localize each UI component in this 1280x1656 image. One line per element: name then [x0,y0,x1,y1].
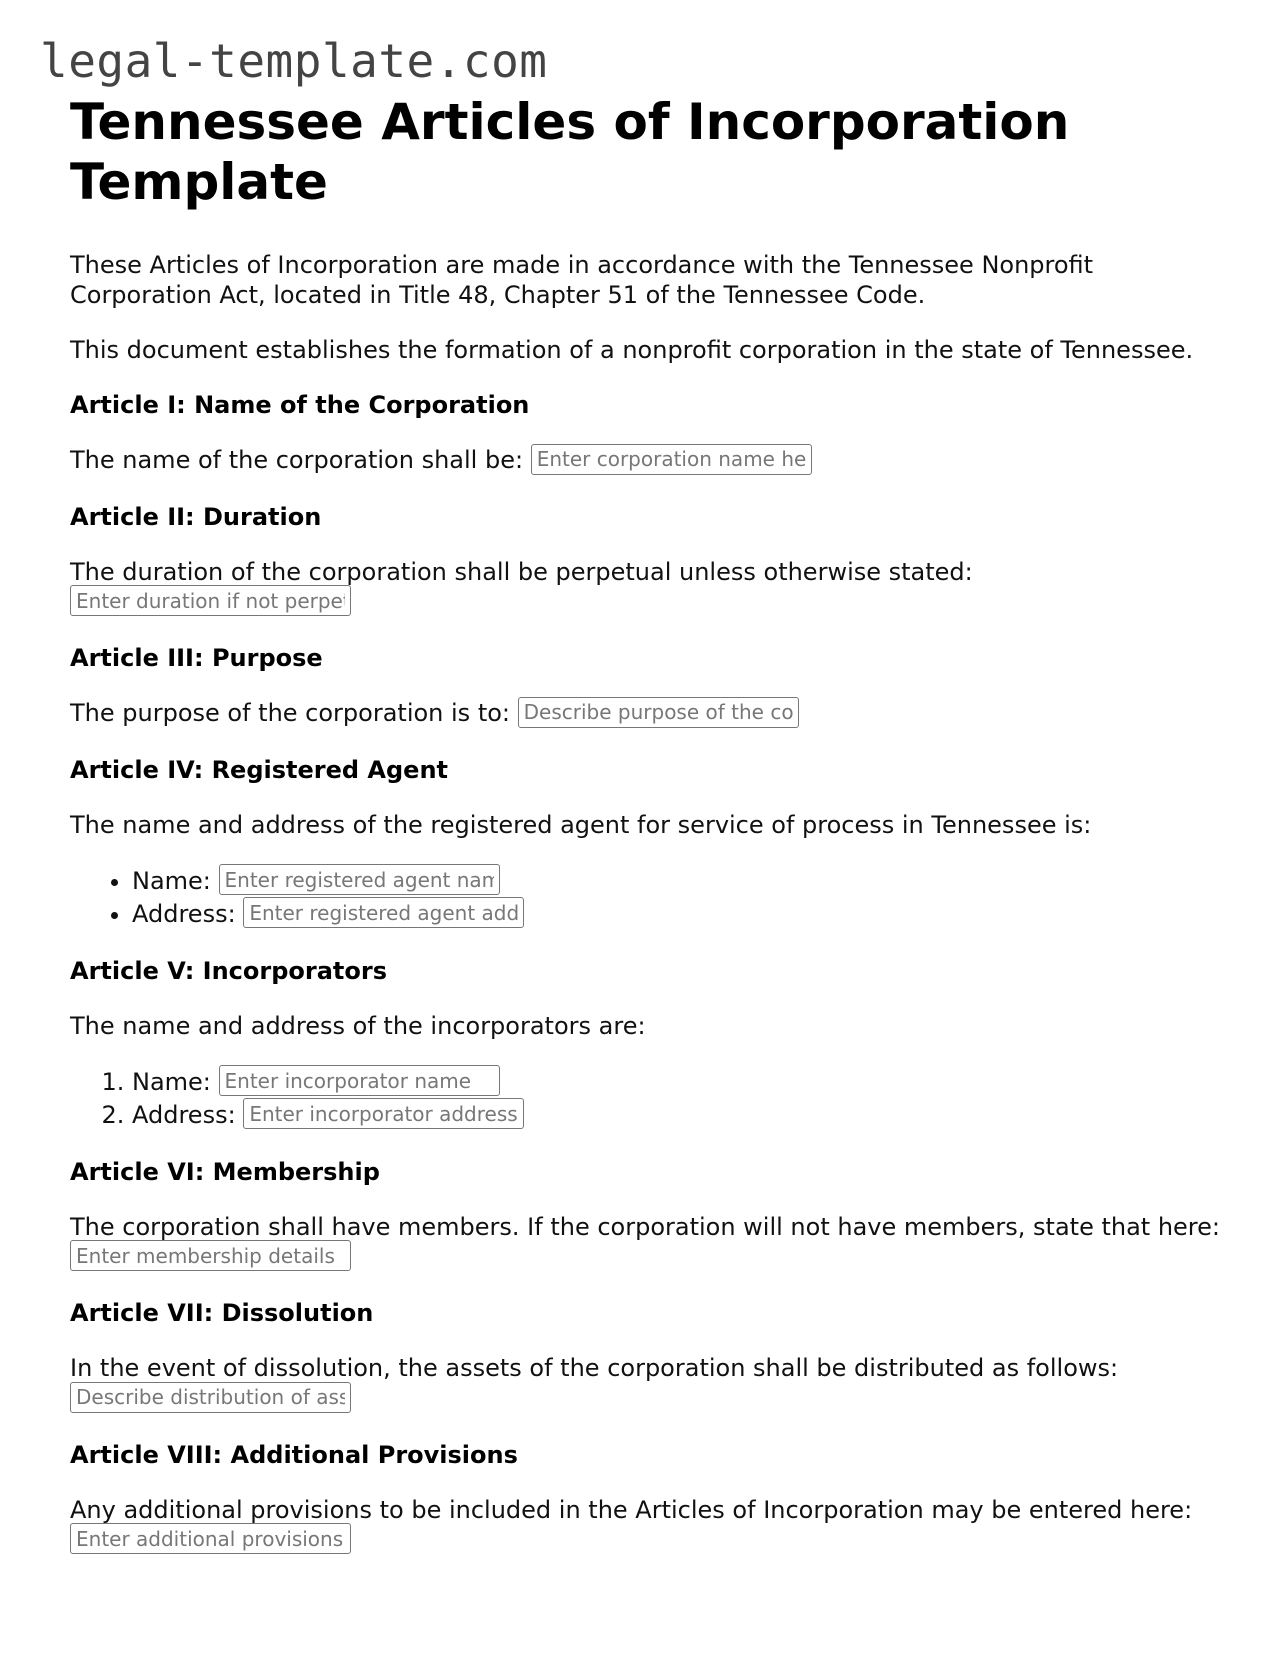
incorporator-address-input[interactable] [243,1098,524,1129]
additional-provisions-input[interactable] [70,1523,351,1554]
article-1-text: The name of the corporation shall be: [70,446,524,474]
article-2-heading: Article II: Duration [70,502,322,531]
article-5-text: The name and address of the incorporators are: [70,1011,646,1040]
registered-agent-list [132,865,1220,931]
duration-input[interactable] [70,585,351,616]
intro-paragraph-2: This document establishes the formation of a nonprofit corporation in the state of Tennessee. [70,336,1194,364]
article-7-paragraph [70,1353,1220,1415]
list-item [132,898,1220,931]
article-6-paragraph [70,1212,1220,1274]
incorporator-name-label: Name: [132,1067,211,1096]
list-item [132,1066,1220,1099]
article-7-text: In the event of dissolution, the assets of the corporation shall be distributed as follows: [70,1354,1119,1382]
article-4-heading: Article IV: Registered Agent [70,755,449,784]
incorporators-list [132,1066,1220,1132]
incorporator-name-input[interactable] [219,1065,500,1096]
site-watermark: legal-template.com [40,34,548,88]
dissolution-input[interactable] [70,1382,351,1413]
article-3-text: The purpose of the corporation is to: [70,699,510,727]
article-6-heading: Article VI: Membership [70,1157,380,1186]
page-title: Tennessee Articles of Incorporation Template [70,93,1070,211]
document-body [70,92,1220,1581]
article-4-text: The name and address of the registered agent for service of process in Tennessee is: [70,810,1092,839]
article-6-text: The corporation shall have members. If the corporation will not have members, state that here: [70,1212,1220,1241]
purpose-input[interactable] [518,697,799,728]
article-8-heading: Article VIII: Additional Provisions [70,1440,518,1469]
agent-address-input[interactable] [243,897,524,928]
article-1-heading: Article I: Name of the Corporation [70,391,530,419]
agent-address-label: Address: [132,899,236,928]
agent-name-input[interactable] [219,864,500,895]
article-5-heading: Article V: Incorporators [70,956,387,985]
list-item [132,865,1220,898]
article-1-paragraph [70,445,1220,477]
intro-paragraph-1: These Articles of Incorporation are made in accordance with the Tennessee Nonprofit Corporation Act, located in Title 48, Chapter 51 of the Tennessee Code. [70,251,1094,309]
membership-input[interactable] [70,1240,351,1271]
article-2-paragraph [70,557,1220,619]
article-2-text: The duration of the corporation shall be perpetual unless otherwise stated: [70,557,973,586]
incorporator-address-label: Address: [132,1100,236,1129]
article-3-paragraph [70,698,1220,730]
list-item [132,1099,1220,1132]
agent-name-label: Name: [132,866,211,895]
article-8-text: Any additional provisions to be included in the Articles of Incorporation may be entered here: [70,1495,1193,1524]
corporation-name-input[interactable] [531,444,812,475]
article-3-heading: Article III: Purpose [70,644,323,672]
article-7-heading: Article VII: Dissolution [70,1299,374,1327]
article-8-paragraph [70,1495,1220,1557]
